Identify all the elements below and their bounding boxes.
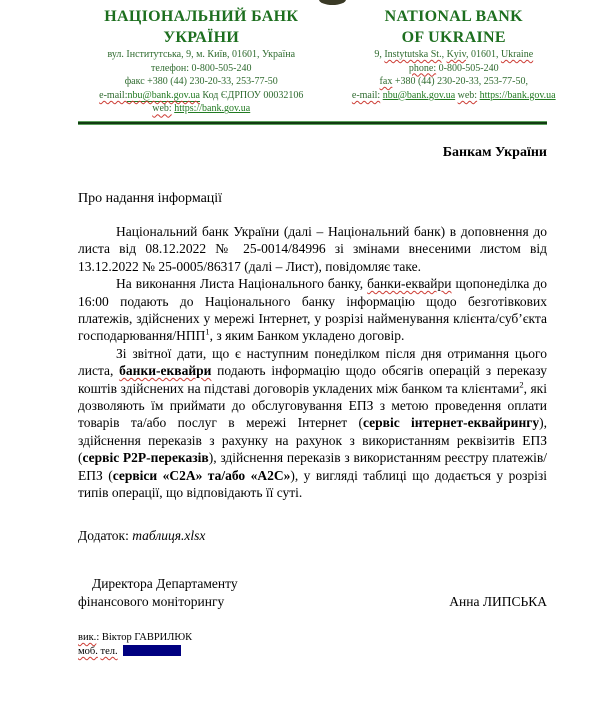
phone-en: phone: 0-800-505-240 xyxy=(408,62,499,74)
bank-title-uk-line1: НАЦІОНАЛЬНИЙ БАНК xyxy=(104,8,299,25)
letterhead xyxy=(0,0,609,116)
bank-title-en-line1: NATIONAL BANK xyxy=(384,8,523,25)
paragraph-1: Національний банк України (далі – Національний банк) в доповнення до листа від 08.12.2022 № 25-0014/84996 зі змінами внесеними листом від 13.12.2022 № 25-0005/86317 (далі – Лист), повідомляє таке. xyxy=(78,223,547,274)
letter-body xyxy=(0,145,609,659)
signatory-position-line2: фінансового моніторингу xyxy=(78,593,225,609)
executor-phone-label: моб. тел. xyxy=(78,645,118,657)
fax-uk: факс +380 (44) 230-20-33, 253-77-50 xyxy=(124,76,278,88)
bank-title-uk-line2: УКРАЇНИ xyxy=(163,29,240,46)
executor-phone-line xyxy=(78,645,547,659)
signatory-position-line1: Директора Департаменту xyxy=(92,575,238,591)
paragraph-2: На виконання Листа Національного банку, банки-еквайри щопонеділка до 16:00 подають до Національного банку інформацію щодо безготівкових платежів, здійснених у мережі Інтернет, у розрізі найменування клієнта/суб’єкта господарювання/НПП$^1$, з яким Банком укладено договір. xyxy=(78,276,547,344)
letterhead-ukrainian xyxy=(75,6,328,116)
phone-uk: телефон: 0-800-505-240 xyxy=(151,62,252,74)
attachment-line: Додаток: таблиця.xlsx xyxy=(78,528,206,544)
subject-line: Про надання інформації xyxy=(78,190,223,206)
signatory-name: Анна ЛИПСЬКА xyxy=(449,593,547,609)
web-uk: web: https://bank.gov.ua xyxy=(152,103,251,115)
link[interactable]: https://bank.gov.ua xyxy=(174,103,251,115)
address-en: 9, Instytutska St., Kyiv, 01601, Ukraine xyxy=(374,49,534,60)
paragraph-3: Зі звітної дати, що є наступним понеділком після дня отримання цього листа, банки-еквайри подають інформацію щодо обсягів операцій з переказу коштів здійснених на підставі договорів укладених між банком та клієнтами$^2$, які дозволяють їм приймати до обслуговування ЕПЗ з метою проведення оплати товарів та/або послуг в мережі Інтернет (сервіс інтернет-еквайрингу), здійснення переказів з рахунку на рахунок з використанням реквізитів ЕПЗ (сервіс P2P-переказів), здійснення переказів з використанням реєстру платежів/ЕПЗ (сервіси «С2А» та/або «А2С»), у вигляді таблиці що додається у розрізі типів операції, що відповідають її суті. xyxy=(78,345,547,501)
recipient: Банкам України xyxy=(442,144,547,160)
header-divider xyxy=(78,121,547,125)
redacted-phone-number xyxy=(123,645,181,656)
signature-block xyxy=(78,575,547,611)
email-edrpou-uk: e-mail:nbu@bank.gov.ua Код ЄДРПОУ 00032106 xyxy=(99,89,304,101)
email-web-en: e-mail: nbu@bank.gov.ua web: https://bank.gov.ua xyxy=(351,89,556,101)
link[interactable]: https://bank.gov.ua xyxy=(479,89,556,101)
letterhead-english xyxy=(328,6,581,116)
link[interactable]: nbu@bank.gov.ua xyxy=(382,89,456,101)
executor-name-line: вик.: Віктор ГАВРИЛЮК xyxy=(78,631,193,643)
executor-block xyxy=(78,631,547,659)
fax-en: fax +380 (44) 230-20-33, 253-77-50, xyxy=(379,76,528,88)
link[interactable]: nbu@bank.gov.ua xyxy=(127,89,200,101)
signatory-position xyxy=(78,575,238,611)
address-uk: вул. Інститутська, 9, м. Київ, 01601, Україна xyxy=(107,49,296,60)
bank-title-en-line2: OF UKRAINE xyxy=(401,29,506,46)
